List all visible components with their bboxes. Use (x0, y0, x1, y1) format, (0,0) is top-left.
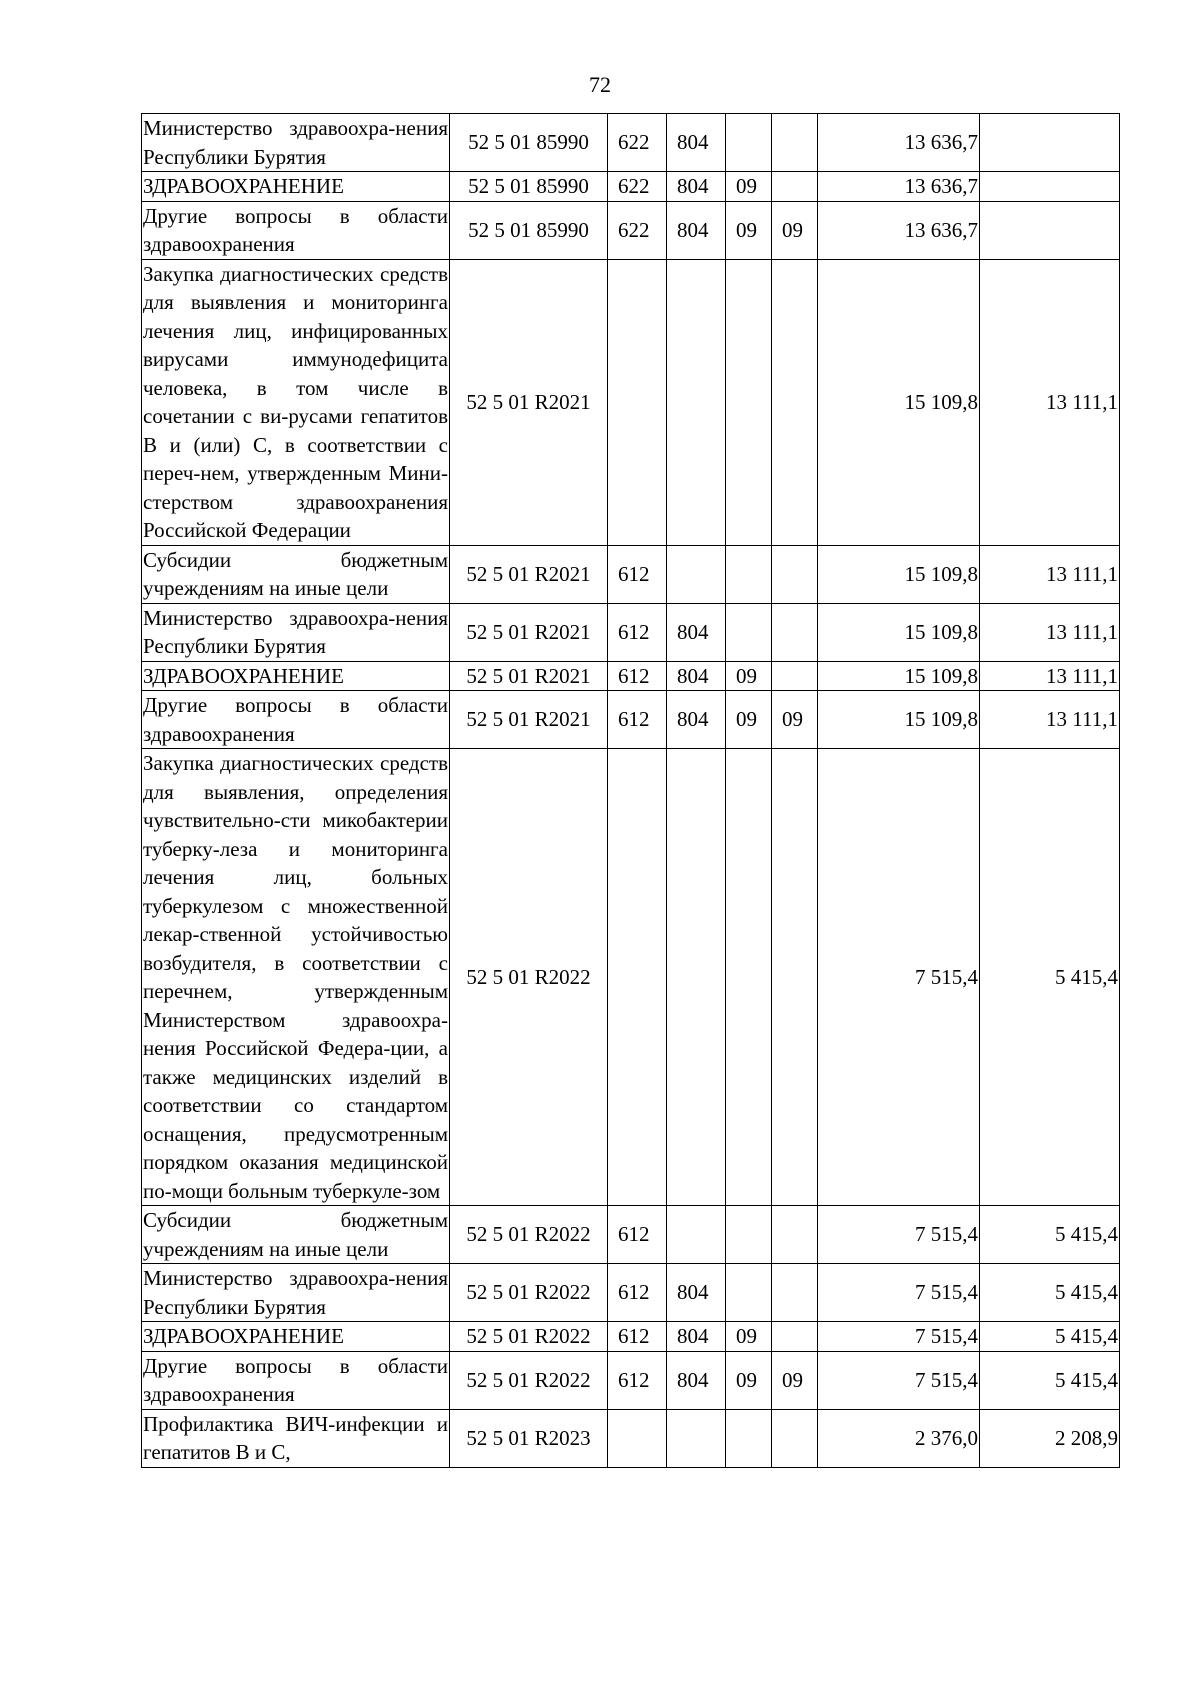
amount-federal: 13 111,1 (980, 259, 1120, 545)
target-article-code: 52 5 01 R2022 (450, 1264, 608, 1322)
ministry-code: 804 (667, 691, 726, 749)
section-code (726, 114, 772, 172)
table-row (142, 661, 1120, 691)
subsection-code (772, 545, 818, 603)
table-row (142, 749, 1120, 1206)
amount-total: 7 515,4 (818, 1351, 980, 1409)
expense-type-code: 612 (608, 691, 667, 749)
amount-federal: 5 415,4 (980, 1264, 1120, 1322)
subsection-code (772, 1206, 818, 1264)
target-article-code: 52 5 01 R2021 (450, 545, 608, 603)
target-article-code: 52 5 01 85990 (450, 172, 608, 202)
target-article-code: 52 5 01 R2021 (450, 691, 608, 749)
table-row (142, 172, 1120, 202)
ministry-code: 804 (667, 1322, 726, 1352)
subsection-code (772, 1264, 818, 1322)
expense-type-code (608, 259, 667, 545)
table-row (142, 114, 1120, 172)
expense-type-code: 622 (608, 201, 667, 259)
section-code (726, 603, 772, 661)
row-name: Министерство здравоохра-нения Республики Бурятия (142, 114, 450, 172)
amount-federal: 13 111,1 (980, 661, 1120, 691)
subsection-code (772, 1322, 818, 1352)
amount-total: 15 109,8 (818, 259, 980, 545)
section-code: 09 (726, 172, 772, 202)
table-row (142, 201, 1120, 259)
row-name: Субсидии бюджетным учреждениям на иные цели (142, 1206, 450, 1264)
subsection-code (772, 1409, 818, 1467)
subsection-code: 09 (772, 201, 818, 259)
target-article-code: 52 5 01 R2021 (450, 259, 608, 545)
table-row (142, 1409, 1120, 1467)
table-row (142, 691, 1120, 749)
page-number: 72 (589, 72, 611, 97)
table-row (142, 1351, 1120, 1409)
table-row (142, 259, 1120, 545)
subsection-code (772, 749, 818, 1206)
subsection-code (772, 172, 818, 202)
ministry-code: 804 (667, 603, 726, 661)
row-name: Профилактика ВИЧ-инфекции и гепатитов B и C, (142, 1409, 450, 1467)
amount-federal: 13 111,1 (980, 603, 1120, 661)
ministry-code: 804 (667, 114, 726, 172)
budget-table (141, 113, 1120, 1468)
ministry-code: 804 (667, 1351, 726, 1409)
amount-total: 7 515,4 (818, 1264, 980, 1322)
amount-total: 15 109,8 (818, 603, 980, 661)
ministry-code (667, 749, 726, 1206)
expense-type-code: 612 (608, 1322, 667, 1352)
target-article-code: 52 5 01 85990 (450, 201, 608, 259)
amount-total: 13 636,7 (818, 114, 980, 172)
section-code: 09 (726, 661, 772, 691)
row-name: Субсидии бюджетным учреждениям на иные цели (142, 545, 450, 603)
amount-federal: 5 415,4 (980, 1322, 1120, 1352)
expense-type-code: 612 (608, 603, 667, 661)
amount-total: 15 109,8 (818, 691, 980, 749)
row-name: Министерство здравоохра-нения Республики Бурятия (142, 603, 450, 661)
ministry-code: 804 (667, 172, 726, 202)
ministry-code (667, 259, 726, 545)
target-article-code: 52 5 01 85990 (450, 114, 608, 172)
row-name: Закупка диагностических средств для выявления и мониторинга лечения лиц, инфицированных вирусами иммунодефицита человека, в том числе в сочетании с ви-русами гепатитов B и (или) C, в соответствии с переч-нем, утвержденным Мини-стерством здравоохранения Российской Федерации (142, 259, 450, 545)
row-name: Другие вопросы в области здравоохранения (142, 1351, 450, 1409)
target-article-code: 52 5 01 R2022 (450, 1322, 608, 1352)
expense-type-code: 612 (608, 661, 667, 691)
target-article-code: 52 5 01 R2022 (450, 749, 608, 1206)
amount-total: 15 109,8 (818, 661, 980, 691)
amount-total: 13 636,7 (818, 201, 980, 259)
subsection-code (772, 259, 818, 545)
expense-type-code: 612 (608, 1351, 667, 1409)
amount-total: 7 515,4 (818, 1206, 980, 1264)
amount-total: 7 515,4 (818, 749, 980, 1206)
section-code: 09 (726, 691, 772, 749)
section-code (726, 749, 772, 1206)
subsection-code (772, 603, 818, 661)
amount-federal: 13 111,1 (980, 691, 1120, 749)
row-name: Другие вопросы в области здравоохранения (142, 691, 450, 749)
expense-type-code (608, 1409, 667, 1467)
ministry-code (667, 1206, 726, 1264)
amount-federal (980, 201, 1120, 259)
table-row (142, 1264, 1120, 1322)
expense-type-code: 612 (608, 545, 667, 603)
expense-type-code: 612 (608, 1206, 667, 1264)
target-article-code: 52 5 01 R2022 (450, 1206, 608, 1264)
subsection-code (772, 114, 818, 172)
subsection-code: 09 (772, 691, 818, 749)
section-code: 09 (726, 201, 772, 259)
amount-federal: 5 415,4 (980, 749, 1120, 1206)
section-code (726, 259, 772, 545)
amount-total: 2 376,0 (818, 1409, 980, 1467)
row-name: Министерство здравоохра-нения Республики Бурятия (142, 1264, 450, 1322)
amount-federal: 5 415,4 (980, 1351, 1120, 1409)
expense-type-code: 622 (608, 114, 667, 172)
amount-total: 7 515,4 (818, 1322, 980, 1352)
ministry-code: 804 (667, 201, 726, 259)
row-name: Другие вопросы в области здравоохранения (142, 201, 450, 259)
amount-total: 15 109,8 (818, 545, 980, 603)
target-article-code: 52 5 01 R2022 (450, 1351, 608, 1409)
subsection-code (772, 661, 818, 691)
expense-type-code (608, 749, 667, 1206)
row-name: ЗДРАВООХРАНЕНИЕ (142, 1322, 450, 1352)
table-row (142, 1206, 1120, 1264)
row-name: Закупка диагностических средств для выявления, определения чувствительно-сти микобактерии туберку-леза и мониторинга лечения лиц, больных туберкулезом с множественной лекар-ственной устойчивостью возбудителя, в соответствии с перечнем, утвержденным Министерством здравоохра-нения Российской Федера-ции, а также медицинских изделий в соответствии со стандартом оснащения, предусмотренным порядком оказания медицинской по-мощи больным туберкуле-зом (142, 749, 450, 1206)
row-name: ЗДРАВООХРАНЕНИЕ (142, 661, 450, 691)
ministry-code: 804 (667, 661, 726, 691)
target-article-code: 52 5 01 R2021 (450, 661, 608, 691)
amount-federal (980, 172, 1120, 202)
expense-type-code: 612 (608, 1264, 667, 1322)
table-row (142, 1322, 1120, 1352)
row-name: ЗДРАВООХРАНЕНИЕ (142, 172, 450, 202)
ministry-code (667, 1409, 726, 1467)
amount-federal: 13 111,1 (980, 545, 1120, 603)
table-row (142, 545, 1120, 603)
amount-federal: 5 415,4 (980, 1206, 1120, 1264)
subsection-code: 09 (772, 1351, 818, 1409)
amount-total: 13 636,7 (818, 172, 980, 202)
table-row (142, 603, 1120, 661)
section-code (726, 545, 772, 603)
amount-federal: 2 208,9 (980, 1409, 1120, 1467)
target-article-code: 52 5 01 R2023 (450, 1409, 608, 1467)
section-code: 09 (726, 1322, 772, 1352)
ministry-code: 804 (667, 1264, 726, 1322)
section-code (726, 1206, 772, 1264)
amount-federal (980, 114, 1120, 172)
section-code: 09 (726, 1351, 772, 1409)
section-code (726, 1264, 772, 1322)
target-article-code: 52 5 01 R2021 (450, 603, 608, 661)
expense-type-code: 622 (608, 172, 667, 202)
ministry-code (667, 545, 726, 603)
section-code (726, 1409, 772, 1467)
